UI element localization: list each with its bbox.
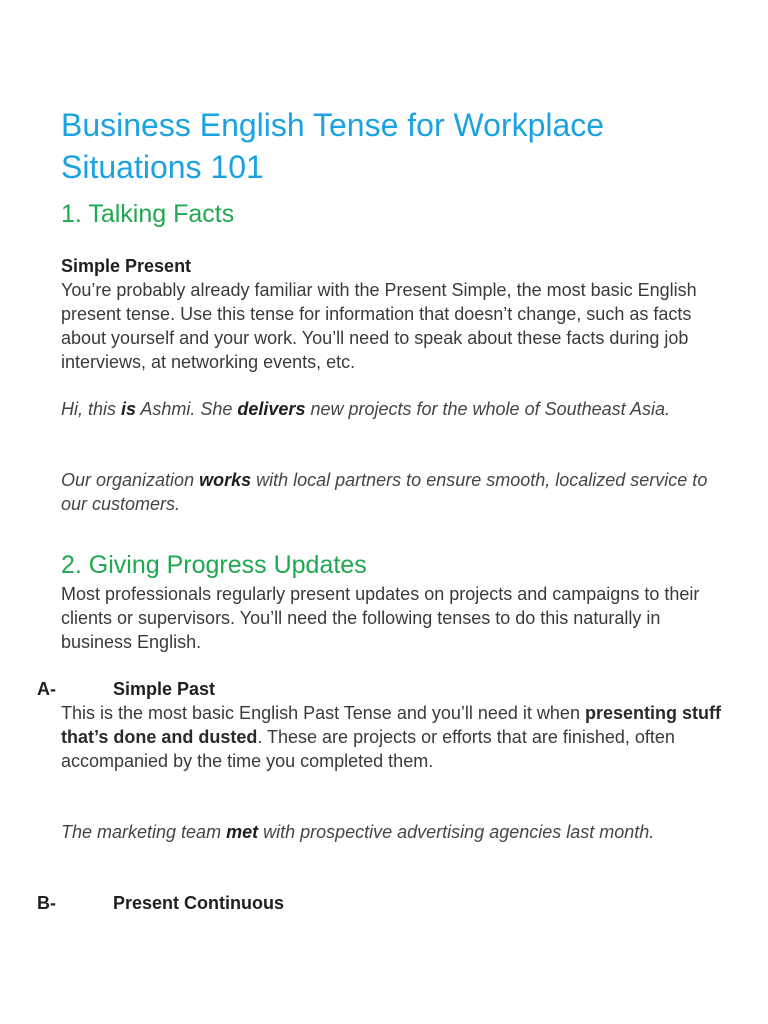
list-item-simple-past bbox=[37, 677, 215, 701]
emphasis-text: presenting stuff that’s done and dusted bbox=[61, 703, 721, 747]
list-item-label: Present Continuous bbox=[113, 893, 285, 913]
list-item-present-continuous bbox=[37, 891, 284, 915]
example-sentence-organization bbox=[61, 468, 721, 516]
subheading-simple-present: Simple Present bbox=[61, 256, 192, 276]
example-text: with local partners to ensure smooth, localized service to our customers. bbox=[61, 470, 708, 514]
list-item-label: Simple Past bbox=[113, 679, 216, 699]
section-heading-progress-updates: 2. Giving Progress Updates bbox=[61, 551, 367, 579]
example-verb: met bbox=[226, 822, 259, 842]
example-sentence-marketing-team bbox=[61, 820, 721, 844]
example-verb: delivers bbox=[237, 399, 306, 419]
list-marker: A- bbox=[37, 679, 56, 699]
section-heading-talking-facts: 1. Talking Facts bbox=[61, 200, 235, 228]
paragraph-simple-present: You’re probably already familiar with the Present Simple, the most basic English present tense. Use this tense for information that doesn’t change, such as facts about yourself and your work. You’ll need to speak about these facts during job interviews, at networking events, etc. bbox=[61, 280, 697, 372]
example-verb: is bbox=[121, 399, 137, 419]
paragraph-simple-past bbox=[61, 701, 721, 773]
example-text: Hi, this bbox=[61, 399, 122, 419]
body-text: . These are projects or efforts that are finished, often accompanied by the time you completed them. bbox=[61, 727, 675, 771]
list-marker: B- bbox=[37, 893, 56, 913]
example-text: with prospective advertising agencies last month. bbox=[258, 822, 655, 842]
example-text: The marketing team bbox=[61, 822, 227, 842]
example-verb: works bbox=[199, 470, 252, 490]
page-title: Business English Tense for Workplace Situations 101 bbox=[61, 107, 605, 185]
example-text: new projects for the whole of Southeast Asia. bbox=[305, 399, 670, 419]
example-text: Ashmi. She bbox=[136, 399, 238, 419]
body-text: This is the most basic English Past Tense and you’ll need it when bbox=[61, 703, 585, 723]
paragraph-progress-updates: Most professionals regularly present updates on projects and campaigns to their clients or supervisors. You’ll need the following tenses to do this naturally in business English. bbox=[61, 584, 700, 652]
example-text: Our organization bbox=[61, 470, 200, 490]
example-sentence-ashmi bbox=[61, 397, 721, 421]
